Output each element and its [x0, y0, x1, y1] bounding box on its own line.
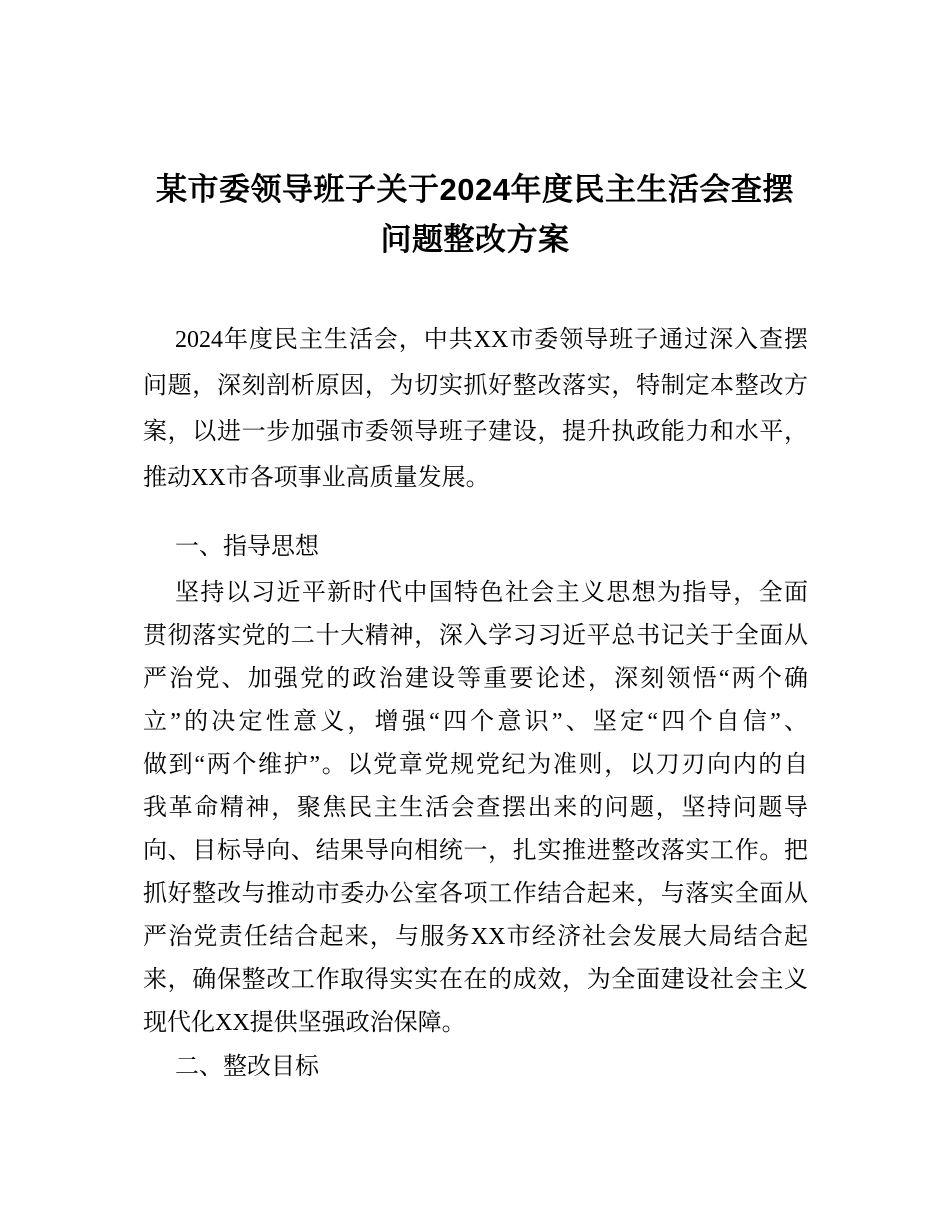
section-heading-rectification-goals: 二、整改目标: [175, 1054, 319, 1080]
title-line-2: 问题整改方案: [380, 222, 570, 257]
paragraph-line: 向、目标导向、结果导向相统一，扎实推进整改落实工作。把: [143, 838, 808, 864]
paragraph-line: 2024年度民主生活会，中共XX市委领导班子通过深入查摆: [175, 327, 808, 353]
paragraph-line: 坚持以习近平新时代中国特色社会主义思想为指导，全面: [175, 580, 808, 606]
paragraph-line: 做到“两个维护”。以党章党规党纪为准则，以刀刃向内的自: [143, 752, 808, 778]
section-heading-guiding-ideology: 一、指导思想: [175, 534, 319, 560]
paragraph-line: 来，确保整改工作取得实实在在的成效，为全面建设社会主义: [143, 967, 808, 993]
paragraph-line: 案，以进一步加强市委领导班子建设，提升执政能力和水平，: [143, 419, 808, 445]
paragraph-line: 抓好整改与推动市委办公室各项工作结合起来，与落实全面从: [143, 881, 808, 907]
paragraph-line: 推动XX市各项事业高质量发展。: [143, 465, 490, 491]
paragraph-line: 我革命精神，聚焦民主生活会查摆出来的问题，坚持问题导: [143, 795, 808, 821]
paragraph-line: 贯彻落实党的二十大精神，深入学习习近平总书记关于全面从: [143, 623, 808, 649]
paragraph-line: 严治党责任结合起来，与服务XX市经济社会发展大局结合起: [143, 924, 808, 950]
paragraph-line: 立”的决定性意义，增强“四个意识”、坚定“四个自信”、: [143, 709, 808, 735]
paragraph-line: 问题，深刻剖析原因，为切实抓好整改落实，特制定本整改方: [143, 373, 808, 399]
paragraph-line: 现代化XX提供坚强政治保障。: [143, 1010, 466, 1036]
title-line-1: 某市委领导班子关于2024年度民主生活会查摆: [156, 172, 794, 207]
paragraph-line: 严治党、加强党的政治建设等重要论述，深刻领悟“两个确: [143, 666, 808, 692]
